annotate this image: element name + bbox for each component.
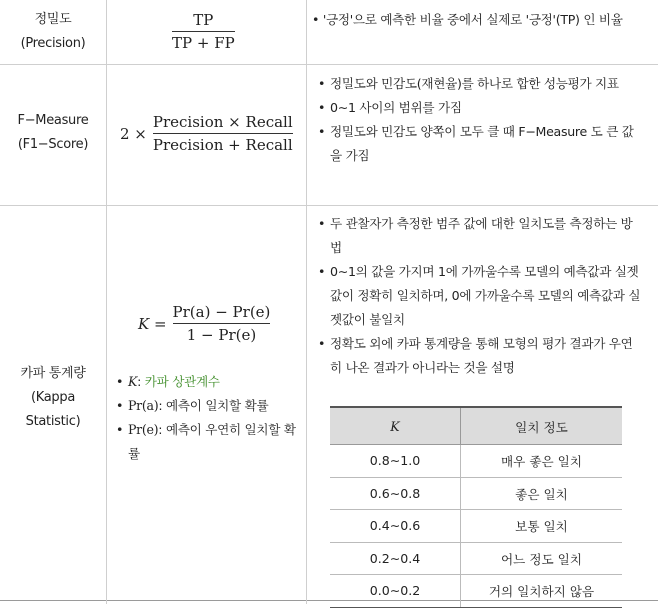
precision-description bbox=[312, 8, 644, 32]
table-row bbox=[330, 542, 622, 575]
table-row bbox=[330, 445, 622, 478]
fmeasure-desc-item: • 0∼1 사이의 범위를 가짐 bbox=[316, 96, 642, 120]
fmeasure-numerator: Precision × Recall bbox=[152, 113, 293, 131]
row-divider bbox=[0, 205, 658, 206]
kappa-formula bbox=[138, 302, 270, 345]
k-range-cell: 0.0∼0.2 bbox=[330, 575, 461, 608]
fmeasure-fraction bbox=[153, 112, 293, 155]
kappa-name-1: 카파 통계량 bbox=[20, 366, 86, 381]
column-header-k: K bbox=[330, 407, 461, 445]
precision-name-en: (Precision) bbox=[20, 36, 86, 51]
kappa-description bbox=[316, 212, 642, 380]
kappa-desc-item: • 0∼1의 값을 가지며 1에 가까울수록 모델의 예측값과 실젯값이 정확히 일치하며, 0에 가까울수록 모델의 예측값과 실젯값이 불일치 bbox=[316, 260, 642, 332]
note-separator: : bbox=[137, 374, 142, 389]
precision-desc-text: • '긍정'으로 예측한 비율 중에서 실제로 '긍정'(TP) 인 비율 bbox=[312, 12, 623, 27]
fraction-bar bbox=[153, 133, 293, 134]
agreement-cell: 좋은 일치 bbox=[461, 477, 623, 510]
k-range-cell: 0.4∼0.6 bbox=[330, 510, 461, 543]
note-separator: : bbox=[158, 422, 163, 437]
agreement-cell: 매우 좋은 일치 bbox=[461, 445, 623, 478]
precision-name-ko: 정밀도 bbox=[34, 12, 72, 27]
note-symbol: Pr(a) bbox=[128, 398, 159, 413]
fmeasure-prefix: 2 × bbox=[120, 124, 147, 143]
column-divider bbox=[306, 0, 307, 604]
table-row bbox=[330, 575, 622, 608]
note-text: 카파 상관계수 bbox=[144, 374, 220, 389]
agreement-cell: 어느 정도 일치 bbox=[461, 542, 623, 575]
kappa-name-2: (Kappa bbox=[30, 390, 75, 405]
k-range-cell: 0.2∼0.4 bbox=[330, 542, 461, 575]
k-range-cell: 0.6∼0.8 bbox=[330, 477, 461, 510]
fmeasure-name-1: F−Measure bbox=[17, 113, 89, 128]
kappa-note bbox=[114, 418, 304, 466]
table-row bbox=[330, 510, 622, 543]
fmeasure-name bbox=[0, 109, 106, 157]
fmeasure-desc-item: • 정밀도와 민감도(재현율)를 하나로 합한 성능평가 지표 bbox=[316, 72, 642, 96]
kappa-numerator: Pr(a) − Pr(e) bbox=[172, 303, 271, 321]
kappa-fraction bbox=[173, 302, 271, 345]
kappa-name-3: Statistic) bbox=[25, 414, 81, 429]
note-symbol: K bbox=[128, 374, 138, 389]
kappa-denominator: 1 − Pr(e) bbox=[186, 326, 257, 344]
kappa-note bbox=[114, 370, 304, 394]
table-header-row bbox=[330, 407, 622, 445]
table-row bbox=[330, 477, 622, 510]
fraction-bar bbox=[172, 31, 235, 32]
kappa-agreement-table bbox=[330, 406, 622, 608]
fmeasure-name-2: (F1−Score) bbox=[17, 137, 89, 152]
kappa-name bbox=[0, 362, 106, 434]
note-symbol: Pr(e) bbox=[128, 422, 159, 437]
kappa-desc-item: • 두 관찰자가 측정한 범주 값에 대한 일치도를 측정하는 방법 bbox=[316, 212, 642, 260]
fmeasure-desc-item: • 정밀도와 민감도 양쪽이 모두 클 때 F−Measure 도 큰 값을 가짐 bbox=[316, 120, 642, 168]
note-text: 예측이 우연히 일치할 확률 bbox=[128, 422, 296, 461]
precision-name bbox=[0, 8, 106, 56]
fraction-bar bbox=[173, 323, 271, 324]
agreement-cell: 보통 일치 bbox=[461, 510, 623, 543]
kappa-lhs: K = bbox=[138, 314, 167, 333]
precision-denominator: TP + FP bbox=[172, 34, 235, 52]
fmeasure-formula bbox=[120, 112, 293, 155]
row-divider bbox=[0, 64, 658, 65]
column-divider bbox=[106, 0, 107, 604]
note-separator: : bbox=[158, 398, 163, 413]
k-range-cell: 0.8∼1.0 bbox=[330, 445, 461, 478]
fmeasure-denominator: Precision + Recall bbox=[152, 136, 293, 154]
kappa-notes bbox=[114, 370, 304, 466]
kappa-note bbox=[114, 394, 304, 418]
precision-numerator: TP bbox=[193, 11, 214, 29]
column-header-agreement: 일치 정도 bbox=[461, 407, 623, 445]
fmeasure-description bbox=[316, 72, 642, 168]
note-text: 예측이 일치할 확률 bbox=[166, 398, 269, 413]
precision-formula bbox=[172, 10, 235, 53]
kappa-desc-item: • 정확도 외에 카파 통계량을 통해 모형의 평가 결과가 우연히 나온 결과가 아니라는 것을 설명 bbox=[316, 332, 642, 380]
agreement-cell: 거의 일치하지 않음 bbox=[461, 575, 623, 608]
